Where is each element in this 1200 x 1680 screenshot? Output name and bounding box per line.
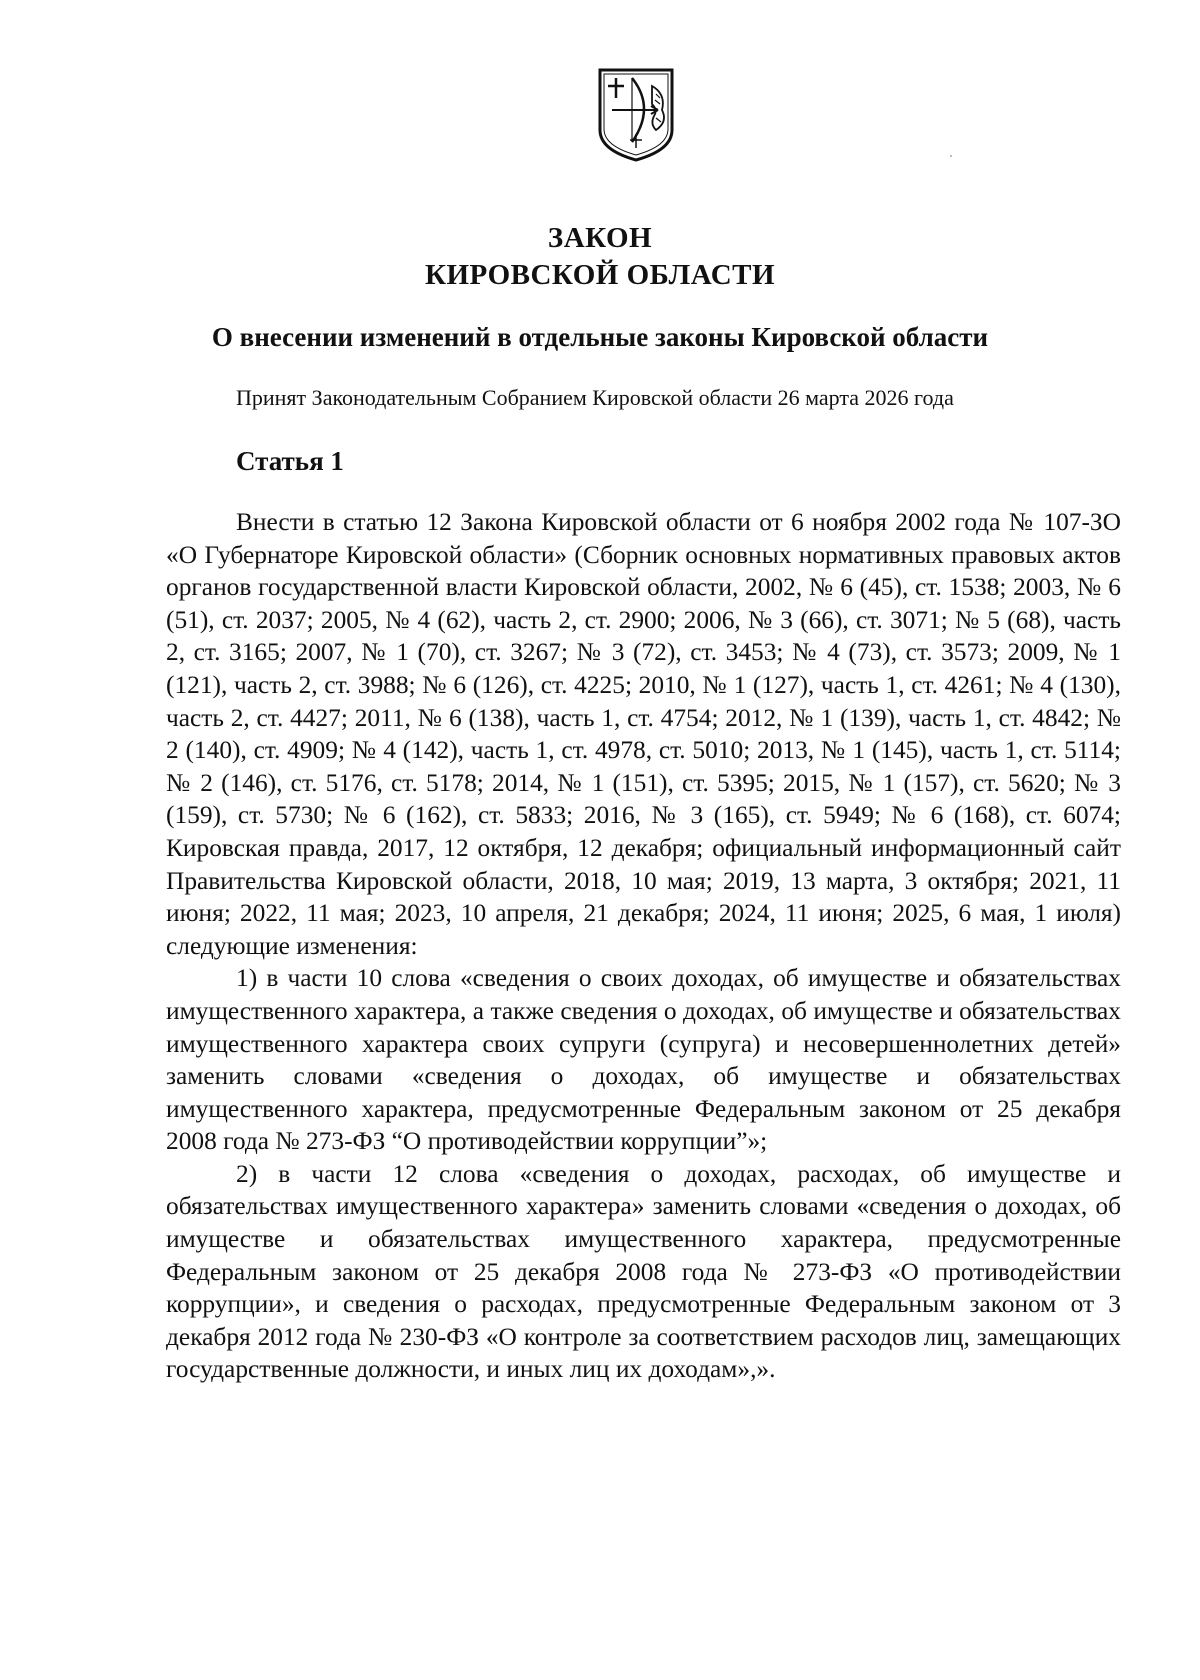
- article-body: [166, 506, 1121, 1386]
- article-paragraph-item-2: 2) в части 12 слова «сведения о доходах, расходах, об имуществе и обязательствах имущественного характера» заменить словами «сведения о доходах, об имуществе и обязательствах имущественного характера, предусмотренные Федеральным законом от 25 декабря 2008 года № 273-ФЗ «О противодействии коррупции», и сведения о расходах, предусмотренные Федеральным законом от 3 декабря 2012 года № 230-ФЗ «О контроле за соответствием расходов лиц, замещающих государственные должности, и иных лиц их доходам»,».: [166, 1159, 1121, 1384]
- law-title: ЗАКОН: [547, 222, 653, 254]
- adoption-statement: Принят Законодательным Собранием Кировской области 26 марта 2026 года: [236, 385, 954, 410]
- article-heading: Статья 1: [236, 446, 344, 476]
- coat-of-arms-icon: [594, 64, 678, 164]
- law-subtitle: О внесении изменений в отдельные законы Кировской области: [211, 322, 989, 352]
- scan-speck: [950, 155, 952, 157]
- article-paragraph-intro: Внести в статью 12 Закона Кировской области от 6 ноября 2002 года № 107-ЗО «О Губернаторе Кировской области» (Сборник основных нормативных правовых актов органов государственной власти Кировской области, 2002, № 6 (45), ст. 1538; 2003, № 6 (51), ст. 2037; 2005, № 4 (62), часть 2, ст. 2900; 2006, № 3 (66), ст. 3071; № 5 (68), часть 2, ст. 3165; 2007, № 1 (70), ст. 3267; № 3 (72), ст. 3453; № 4 (73), ст. 3573; 2009, № 1 (121), часть 2, ст. 3988; № 6 (126), ст. 4225; 2010, № 1 (127), часть 1, ст. 4261; № 4 (130), часть 2, ст. 4427; 2011, № 6 (138), часть 1, ст. 4754; 2012, № 1 (139), часть 1, ст. 4842; № 2 (140), ст. 4909; № 4 (142), часть 1, ст. 4978, ст. 5010; 2013, № 1 (145), часть 1, ст. 5114; № 2 (146), ст. 5176, ст. 5178; 2014, № 1 (151), ст. 5395; 2015, № 1 (157), ст. 5620; № 3 (159), ст. 5730; № 6 (162), ст. 5833; 2016, № 3 (165), ст. 5949; № 6 (168), ст. 6074; Кировская правда, 2017, 12 октября, 12 декабря; официальный информационный сайт Правительства Кировской области, 2018, 10 мая; 2019, 13 марта, 3 октября; 2021, 11 июня; 2022, 11 мая; 2023, 10 апреля, 21 декабря; 2024, 11 июня; 2025, 6 мая, 1 июля) следующие изменения:: [166, 508, 1121, 960]
- article-paragraph-item-1: 1) в части 10 слова «сведения о своих доходах, об имуществе и обязательствах имущественного характера, а также сведения о доходах, об имуществе и обязательствах имущественного характера своих супруги (супруга) и несовершеннолетних детей» заменить словами «сведения о доходах, об имуществе и обязательствах имущественного характера, предусмотренные Федеральным законом от 25 декабря 2008 года № 273-ФЗ “О противодействии коррупции”»;: [166, 964, 1121, 1156]
- law-region-title: КИРОВСКОЙ ОБЛАСТИ: [424, 259, 776, 291]
